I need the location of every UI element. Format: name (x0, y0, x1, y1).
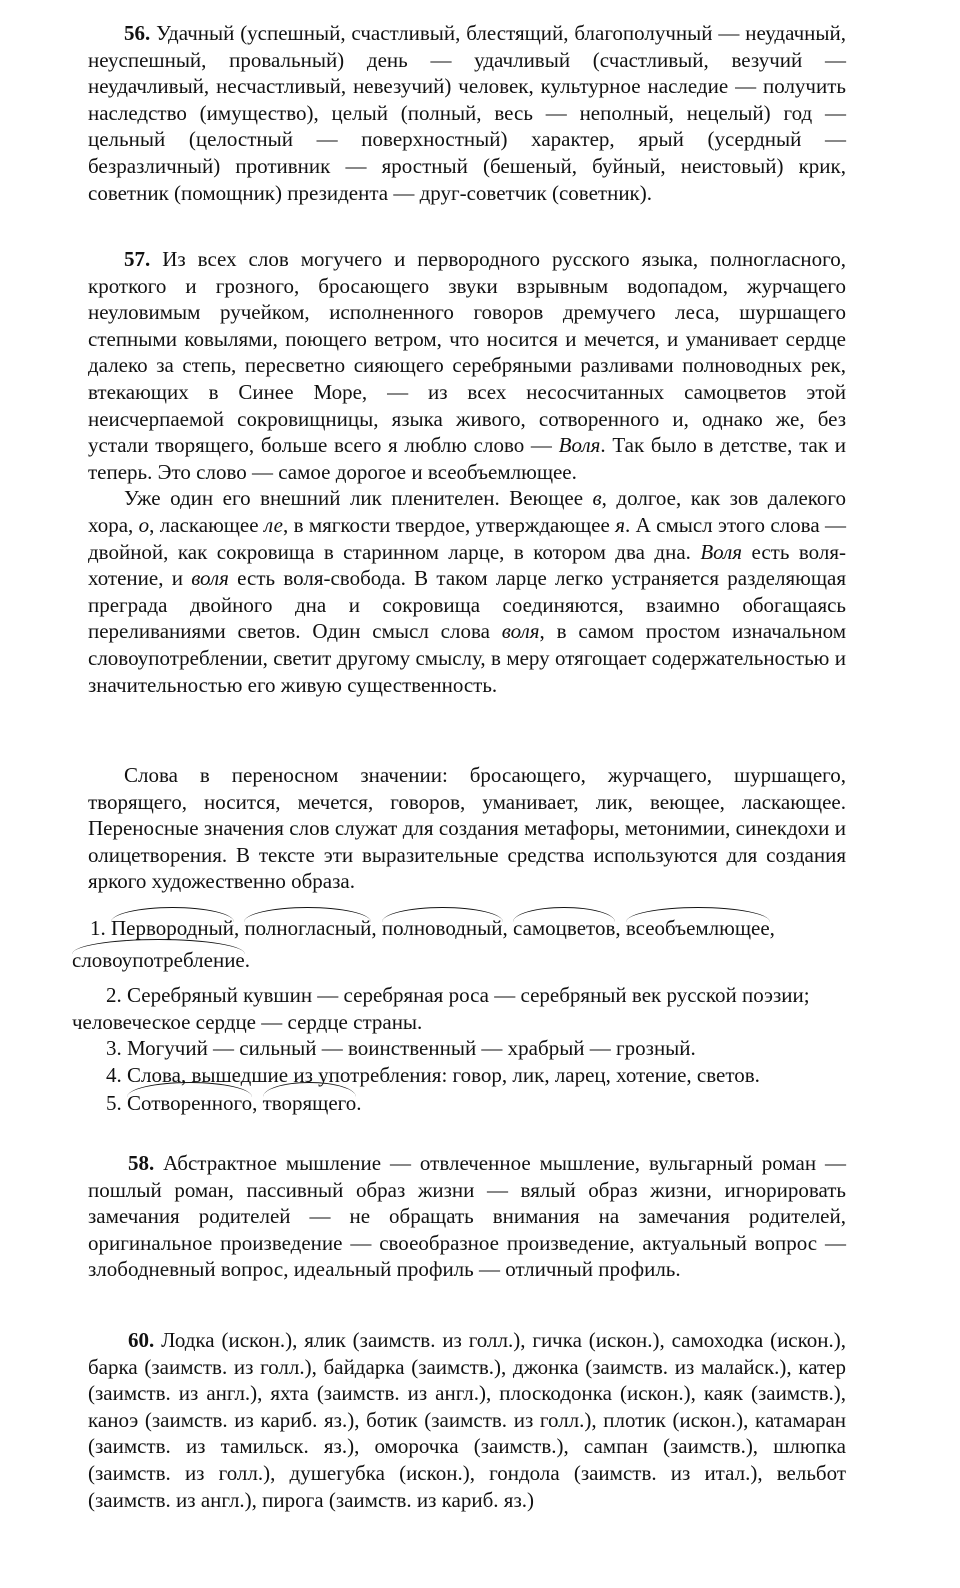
exercise-60-paragraph (88, 1327, 846, 1513)
italic-letter: в (592, 486, 602, 511)
italic-word: воля (191, 566, 229, 591)
morphemic-word: полноводный (381, 916, 503, 940)
exercise-58 (88, 1150, 846, 1283)
task-5: 5. Сотворенного, творящего. (106, 1091, 362, 1116)
task-1: 1. Первородный, полногласный, полноводный, самоцветов, всеобъемлющее, словоупотребление. (72, 916, 775, 972)
morphemic-word: Первородный (111, 916, 234, 940)
italic-word: Воля (558, 433, 601, 458)
exercise-57-paragraph-2 (88, 485, 846, 698)
text-run: , в мягкости твердое, утверждающее (282, 512, 616, 537)
text-run: Уже один его внешний лик пленителен. Веющее (124, 486, 593, 511)
morphemic-word: полногласный (244, 916, 372, 940)
exercise-57 (88, 246, 846, 698)
exercise-number: 57. (124, 247, 151, 271)
task-number: 5. (106, 1091, 122, 1116)
italic-letter: я (615, 512, 625, 537)
text-run: Из всех слов могучего и первородного русского языка, полногласного, кроткого и грозного, бросающего звуки взрывным водопадом, журчащего неуловимым ручейком, исполненного говоров дремучего леса, шуршащего степными ковылями, поющего ветром, что носится и мечется, и уманивает сердце далеко за степь, пересветно сияющего серебряными разливами полноводных рек, втекающих в Синее Море, — из всех несосчитанных самоцветов этой неисчерпаемой сокровищницы, языка живого, сотворенного и, однако же, без устали творящего, больше всего я люблю слово — (88, 247, 846, 458)
italic-word: воля (501, 619, 540, 644)
task-2: 2. Серебряный кувшин — серебряная роса — серебряный век русской поэзии; человеческое сердце — сердце страны. (72, 983, 810, 1034)
morphemic-word: словоупотребление (72, 948, 245, 972)
exercise-text: Лодка (искон.), ялик (заимств. из голл.), гичка (искон.), самоходка (искон.), барка (заимств. из голл.), байдарка (заимств.), джонка (заимств. из малайск.), катер (заимств. из англ.), яхта (заимств. из англ.), плоскодонка (искон.), каяк (заимств.), каноэ (заимств. из кариб. яз.), ботик (заимств. из голл.), плотик (искон.), катамаран (заимств. из тамильск. яз.), оморочка (заимств.), сампан (заимств.), шлюпка (заимств. из голл.), душегубка (искон.), гондола (заимств. из итал.), вельбот (заимств. из англ.), пирога (заимств. из кариб. яз.) (88, 1328, 846, 1512)
task-3: 3. Могучий — сильный — воинственный — храбрый — грозный. (106, 1036, 696, 1061)
exercise-56-paragraph (88, 20, 846, 206)
exercise-56 (88, 20, 846, 206)
exercise-58-paragraph (88, 1150, 846, 1283)
text-run: . А смысл этого слова — двойной, как сокровища в старинном ларце, в котором два дна. (88, 512, 847, 564)
morphemic-word: творящего (262, 1091, 357, 1116)
text-run: есть воля-хотение, и (88, 539, 847, 591)
italic-letter: ле (263, 512, 283, 537)
text-run: . Так было в детстве, так и теперь. Это слово — самое дорогое и всеобъемлющее. (88, 433, 847, 484)
task-4: 4. Слова, вышедшие из употребления: говор, лик, ларец, хотение, светов. (106, 1062, 760, 1087)
morphemic-word: Сотворенного (127, 1091, 253, 1116)
morphemic-word: самоцветов (513, 916, 616, 940)
exercise-text: Удачный (успешный, счастливый, блестящий, благополучный — неудачный, неуспешный, провальный) день — удачливый (счастливый, везучий — неудачливый, несчастливый, невезучий) человек, культурное наследие — получить наследство (имущество), целый (полный, весь — неполный, нецелый) год — цельный (целостный — поверхностный) характер, ярый (усердный — безразличный) противник — яростный (бешеный, буйный, неистовый) крик, советник (помощник) президента — друг-советчик (советник). (88, 21, 846, 205)
italic-word: Воля (700, 539, 743, 564)
task-number: 1. (90, 916, 106, 940)
text-run: , в самом простом изначальном словоупотреблении, светит другому смыслу, в меру отягощает содержательностью и значительностью его живую существенность. (88, 619, 846, 697)
exercise-number: 56. (124, 21, 151, 45)
morphemic-word: всеобъемлющее (625, 916, 770, 940)
italic-letter: о (138, 512, 150, 537)
text-run: , долгое, как зов далекого хора, (88, 486, 846, 537)
exercise-57-tasks (72, 912, 846, 1118)
exercise-57-paragraph-1 (88, 246, 846, 485)
exercise-text: Абстрактное мышление — отвлеченное мышление, вульгарный роман — пошлый роман, пассивный образ жизни — вялый образ жизни, игнорировать замечания родителей — не обращать внимания на замечания родителей, оригинальное произведение — своеобразное произведение, актуальный вопрос — злободневный вопрос, идеальный профиль — отличный профиль. (88, 1151, 846, 1282)
exercise-57-paragraph-3: Слова в переносном значении: бросающего, журчащего, шуршащего, творящего, носится, мечется, говоров, уманивает, лик, веющее, ласкающее. Переносные значения слов служат для создания метафоры, метонимии, синекдохи и олицетворения. В тексте эти выразительные средства используются для создания яркого художественно образа. (88, 763, 846, 894)
exercise-60 (88, 1327, 846, 1513)
exercise-57-analysis (88, 762, 846, 895)
exercise-number: 58. (128, 1151, 155, 1175)
exercise-number: 60. (128, 1328, 155, 1352)
text-run: есть воля-свобода. В таком ларце легко устраняется разделяющая преграда двойного дна и сокровища соединяются, взаимно обогащаясь переливаниями светов. Один смысл слова (88, 566, 846, 644)
text-run: , ласкающее (149, 512, 264, 537)
